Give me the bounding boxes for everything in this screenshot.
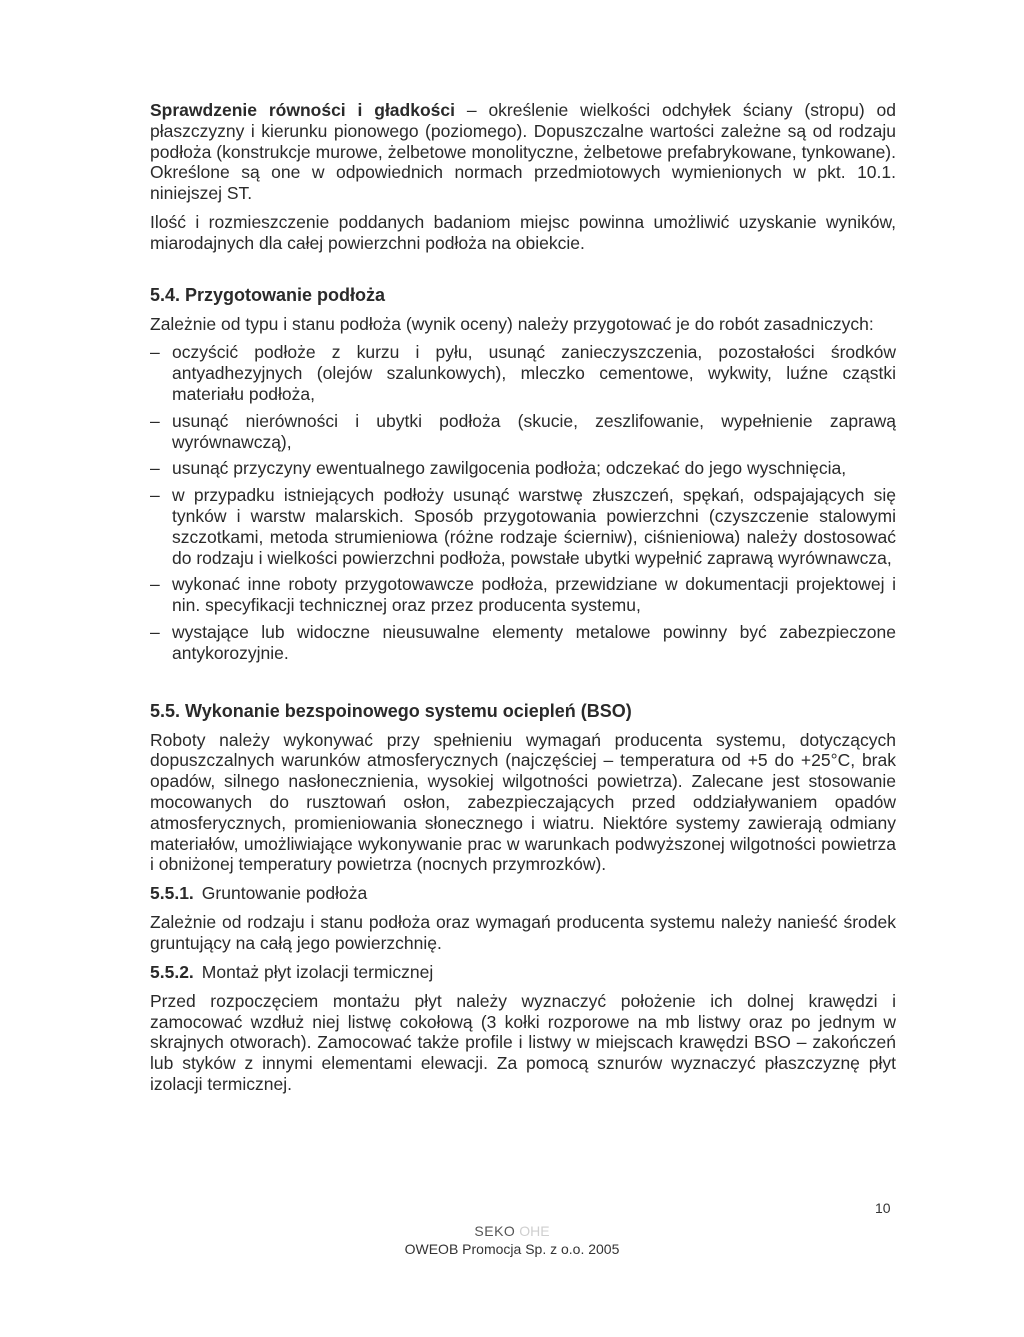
dash-bullet: – <box>150 621 160 642</box>
document-page <box>150 100 896 1095</box>
subsection-5-5-1-text: Zależnie od rodzaju i stanu podłoża oraz wymagań producenta systemu należy nanieść środek gruntujący na całą jego powierzchnię. <box>150 912 896 953</box>
subsection-5-5-2-heading <box>150 962 896 983</box>
subsection-number: 5.5.1. <box>150 883 194 904</box>
list-item-text: usunąć nierówności i ubytki podłoża (skucie, zeszlifowanie, wypełnienie zaprawą wyrównawczą), <box>172 410 896 452</box>
subsection-5-5-1-heading <box>150 883 896 904</box>
list-item <box>150 342 896 404</box>
dash-bullet: – <box>150 342 160 363</box>
list-item-text: wystające lub widoczne nieusuwalne elementy metalowe powinny być zabezpieczone antykorozyjnie. <box>172 621 896 663</box>
dash-bullet: – <box>150 410 160 431</box>
list-item <box>150 411 896 453</box>
list-item-text: wykonać inne roboty przygotowawcze podłoża, przewidziane w dokumentacji projektowej i nin. specyfikacji technicznej oraz przez producenta systemu, <box>172 574 896 616</box>
dash-bullet: – <box>150 485 160 506</box>
footer-brand <box>0 1222 1024 1240</box>
subsection-title: Gruntowanie podłoża <box>201 883 368 904</box>
list-item <box>150 574 896 616</box>
section-5-4-intro: Zależnie od typu i stanu podłoża (wynik oceny) należy przygotować je do robót zasadniczych: <box>150 313 874 334</box>
section-5-4-heading: 5.4. Przygotowanie podłoża <box>150 284 386 305</box>
dash-bullet: – <box>150 574 160 595</box>
footer-publisher: OWEOB Promocja Sp. z o.o. 2005 <box>404 1241 620 1257</box>
intro-paragraph-1-text: – określenie wielkości odchyłek ściany (stropu) od płaszczyzny i kierunku pionowego (poziomego). Dopuszczalne wartości zależne są od rodzaju podłoża (konstrukcje murowe, żelbetowe monolityczne, żelbetowe prefabrykowane, tynkowane). Określone są one w odpowiednich normach przedmiotowych wymienionych w pkt. 10.1. niniejszej ST. <box>150 100 896 204</box>
subsection-title: Montaż płyt izolacji termicznej <box>201 961 434 982</box>
intro-lead-bold: Sprawdzenie równości i gładkości <box>150 100 455 120</box>
section-5-5-heading: 5.5. Wykonanie bezspoinowego systemu ociepleń (BSO) <box>150 700 632 721</box>
list-item-text: usunąć przyczyny ewentualnego zawilgocenia podłoża; odczekać do jego wyschnięcia, <box>172 458 847 479</box>
list-item <box>150 622 896 664</box>
list-item-text: oczyścić podłoże z kurzu i pyłu, usunąć zanieczyszczenia, pozostałości środków antyadhezyjnych (olejów szalunkowych), mleczko cementowe, wykwity, luźne cząstki materiału podłoża, <box>172 342 896 404</box>
page-number: 10 <box>875 1200 891 1216</box>
list-item <box>150 485 896 568</box>
section-5-4-list <box>150 342 896 663</box>
intro-paragraph-1 <box>150 100 896 204</box>
list-item-text: w przypadku istniejących podłoży usunąć warstwę złuszczeń, spękań, odspajających się tynków i warstw malarskich. Sposób przygotowania powierzchni (czyszczenie stalowymi szczotkami, metoda strumieniowa (różne rodzaje ścierniw), ciśnieniowa) należy dostosować do rodzaju i wielkości powierzchni podłoża, powstałe ubytki wypełnić zaprawą wyrównawcza, <box>172 485 896 568</box>
subsection-5-5-2-text: Przed rozpoczęciem montażu płyt należy wyznaczyć położenie ich dolnej krawędzi i zamocować wzdłuż niej listwę cokołową (3 kołki rozporowe na mb listwy oraz po jednym w skrajnych otworach). Zamocować także profile i listwy w miejscach krawędzi BSO – zakończeń lub styków z innymi elementami elewacji. Za pomocą sznurów wyznaczyć płaszczyznę płyt izolacji termicznej. <box>150 990 896 1094</box>
list-item <box>150 458 896 479</box>
dash-bullet: – <box>150 458 160 479</box>
brand-text: SEKO <box>474 1223 516 1239</box>
brand-faded-text: ОНЕ <box>519 1223 550 1239</box>
intro-paragraph-2: Ilość i rozmieszczenie poddanych badaniom miejsc powinna umożliwić uzyskanie wyników, miarodajnych dla całej powierzchni podłoża na obiekcie. <box>150 211 896 253</box>
section-5-5-paragraph: Roboty należy wykonywać przy spełnieniu wymagań producenta systemu, dotyczących dopuszczalnych warunków atmosferycznych (najczęściej – temperatura od +5 do +25°C, brak opadów, silnego nasłonecznienia, wysokiej wilgotności powietrza). Zalecane jest stosowanie mocowanych do rusztowań osłon, zabezpieczających przed oddziaływaniem opadów atmosferycznych, promieniowania słonecznego i wiatru. Niektóre systemy zawierają odmiany materiałów, umożliwiające wykonywanie prac w warunkach podwyższonej wilgotności powietrza i obniżonej temperatury powietrza (nocnych przymrozków). <box>150 729 896 875</box>
subsection-number: 5.5.2. <box>150 961 194 982</box>
footer <box>0 1222 1024 1258</box>
